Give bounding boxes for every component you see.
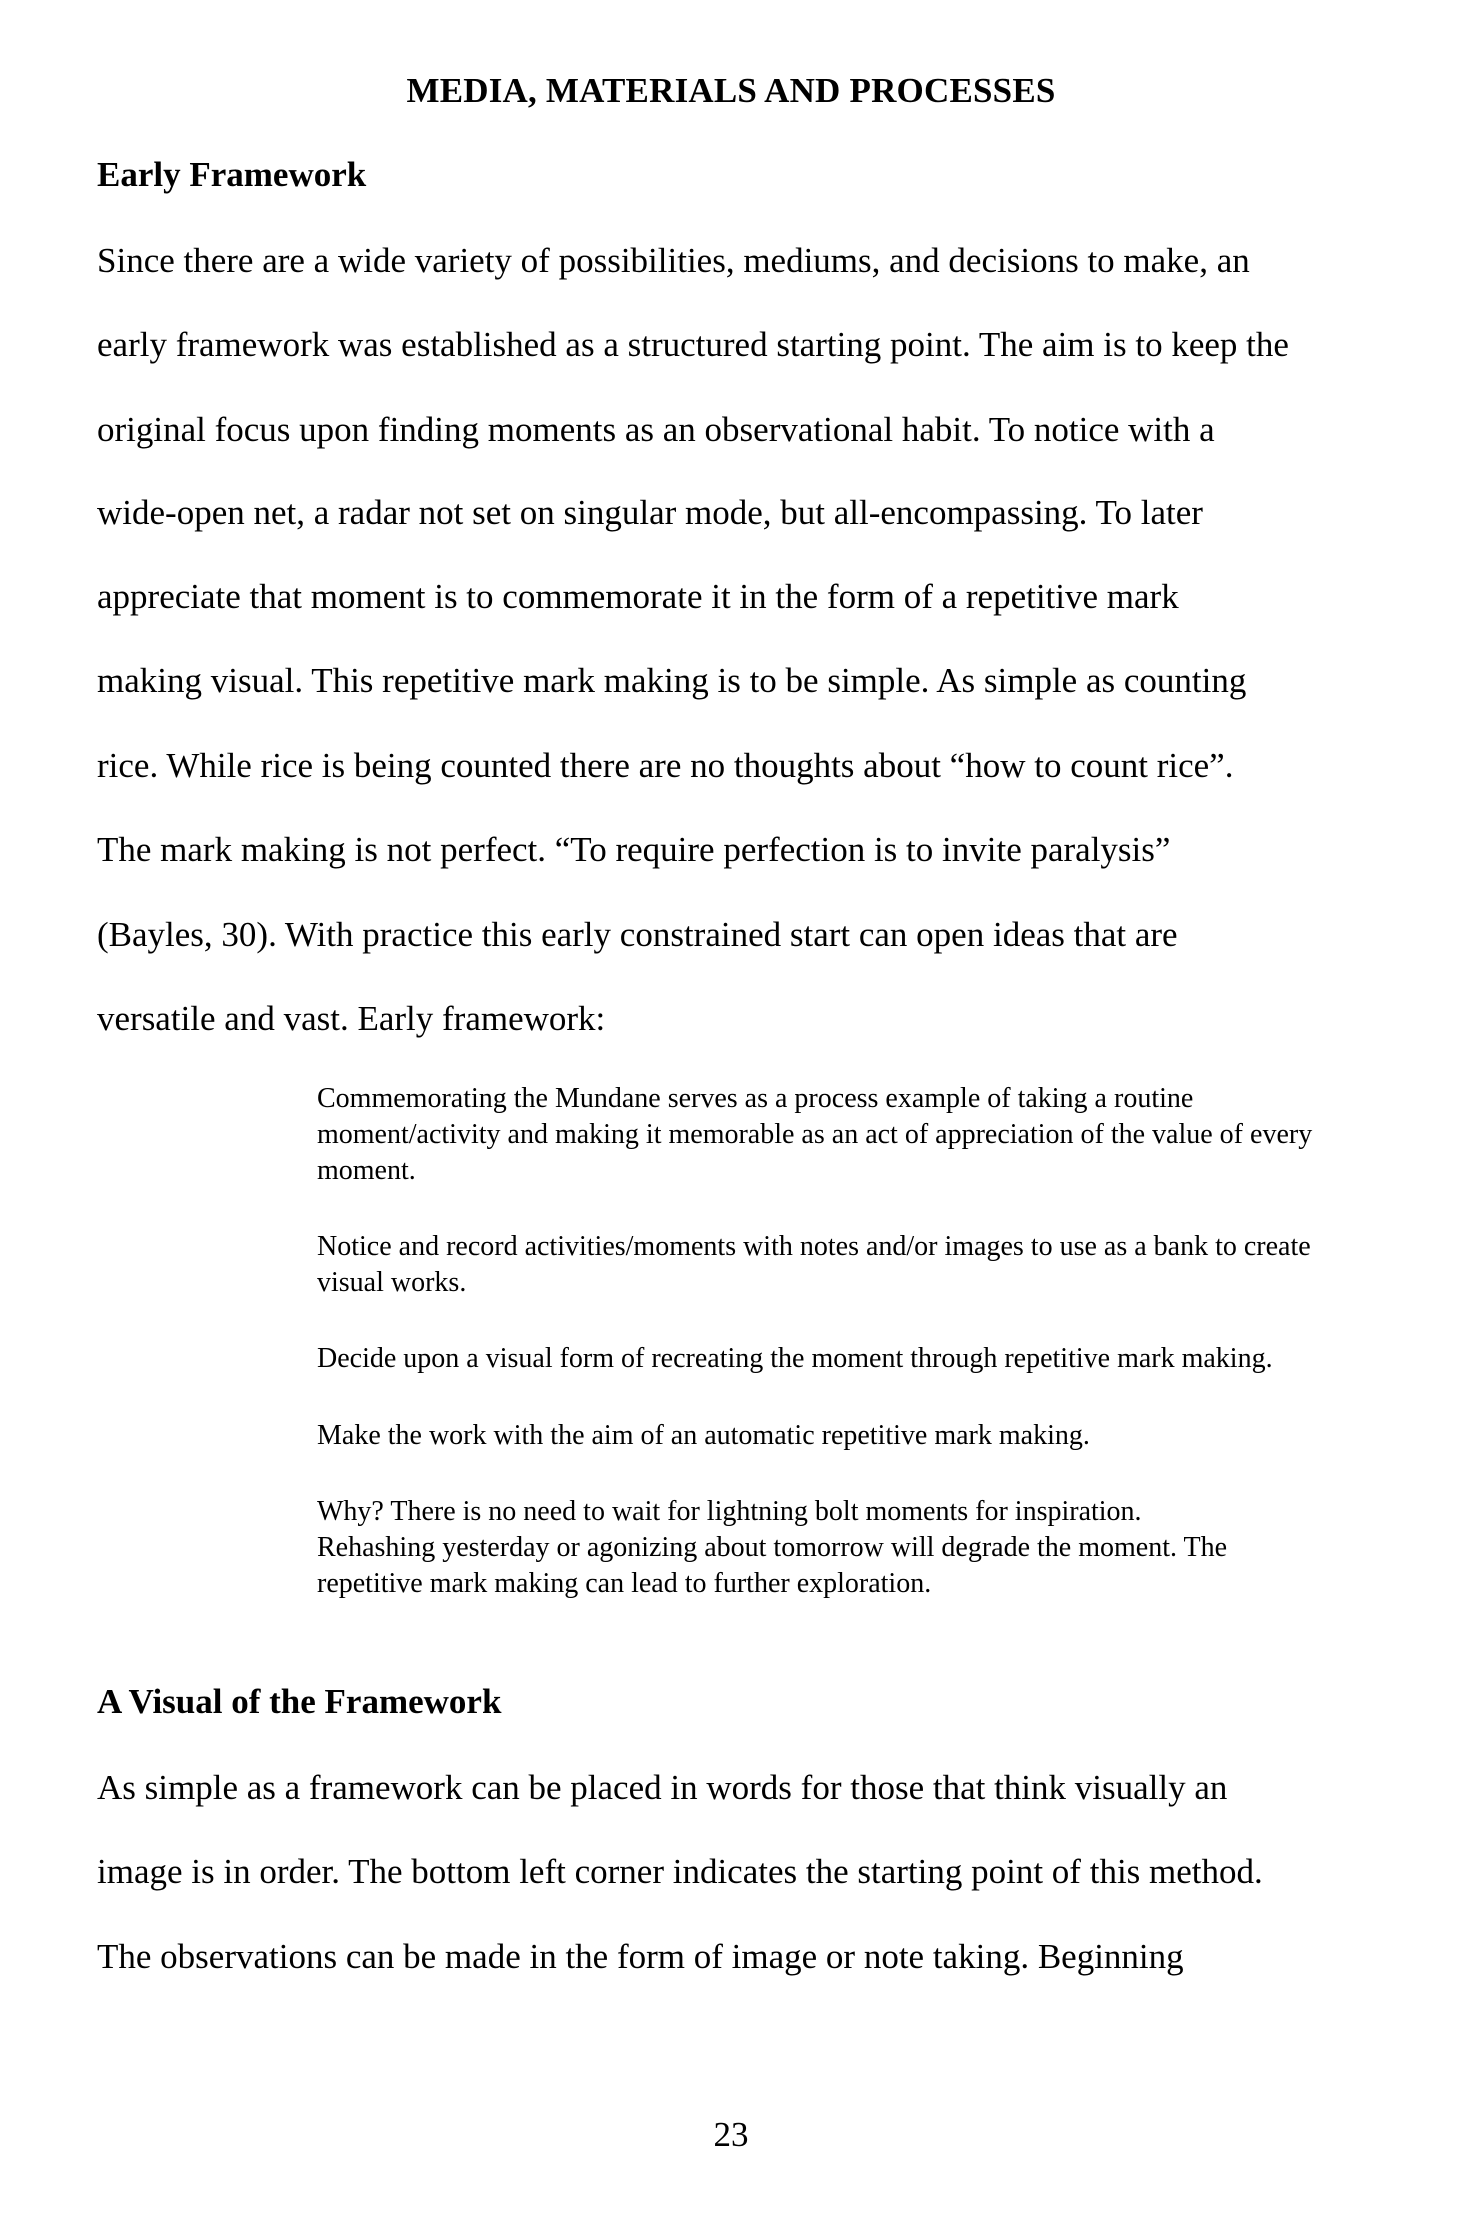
section-heading-visual-framework: A Visual of the Framework: [97, 1682, 502, 1721]
paragraph-line: wide-open net, a radar not set on singular mode, but all-encompassing. To later: [97, 493, 1203, 532]
framework-quote-paragraph-4: [317, 1418, 1417, 1454]
paragraph-line: early framework was established as a structured starting point. The aim is to keep the: [97, 325, 1289, 364]
section-heading-early-framework: Early Framework: [97, 155, 367, 194]
paragraph-line: original focus upon finding moments as an observational habit. To notice with a: [97, 410, 1215, 449]
paragraph-line: making visual. This repetitive mark making is to be simple. As simple as counting: [97, 661, 1247, 700]
chapter-title: MEDIA, MATERIALS AND PROCESSES: [406, 71, 1056, 110]
paragraph-line: (Bayles, 30). With practice this early constrained start can open ideas that are: [97, 915, 1178, 954]
framework-quote-paragraph-1: [317, 1081, 1417, 1189]
paragraph-line: image is in order. The bottom left corner indicates the starting point of this method.: [97, 1852, 1263, 1891]
framework-quote-paragraph-2: [317, 1229, 1417, 1301]
paragraph-line: As simple as a framework can be placed in words for those that think visually an: [97, 1768, 1228, 1807]
framework-quote-paragraph-3: [317, 1341, 1417, 1377]
paragraph-line: The observations can be made in the form of image or note taking. Beginning: [97, 1937, 1184, 1976]
paragraph-line: Since there are a wide variety of possibilities, mediums, and decisions to make, an: [97, 241, 1250, 280]
paragraph-line: appreciate that moment is to commemorate it in the form of a repetitive mark: [97, 577, 1179, 616]
paragraph-line: rice. While rice is being counted there are no thoughts about “how to count rice”.: [97, 746, 1234, 785]
paragraph-line: The mark making is not perfect. “To require perfection is to invite paralysis”: [97, 830, 1171, 869]
quote-line: moment/activity and making it memorable as an act of appreciation of the value of every: [317, 1119, 1313, 1150]
page-number: 23: [713, 2115, 749, 2154]
quote-line: moment.: [317, 1155, 416, 1186]
quote-line: visual works.: [317, 1267, 467, 1298]
quote-line: Why? There is no need to wait for lightning bolt moments for inspiration.: [317, 1496, 1142, 1527]
quote-line: Make the work with the aim of an automatic repetitive mark making.: [317, 1420, 1090, 1451]
quote-line: repetitive mark making can lead to further exploration.: [317, 1568, 932, 1599]
framework-quote-paragraph-5: [317, 1494, 1417, 1602]
quote-line: Notice and record activities/moments with notes and/or images to use as a bank to create: [317, 1231, 1311, 1262]
paragraph-line: versatile and vast. Early framework:: [97, 999, 606, 1038]
quote-line: Decide upon a visual form of recreating the moment through repetitive mark making.: [317, 1343, 1273, 1374]
quote-line: Rehashing yesterday or agonizing about tomorrow will degrade the moment. The: [317, 1532, 1228, 1563]
quote-line: Commemorating the Mundane serves as a process example of taking a routine: [317, 1083, 1194, 1114]
